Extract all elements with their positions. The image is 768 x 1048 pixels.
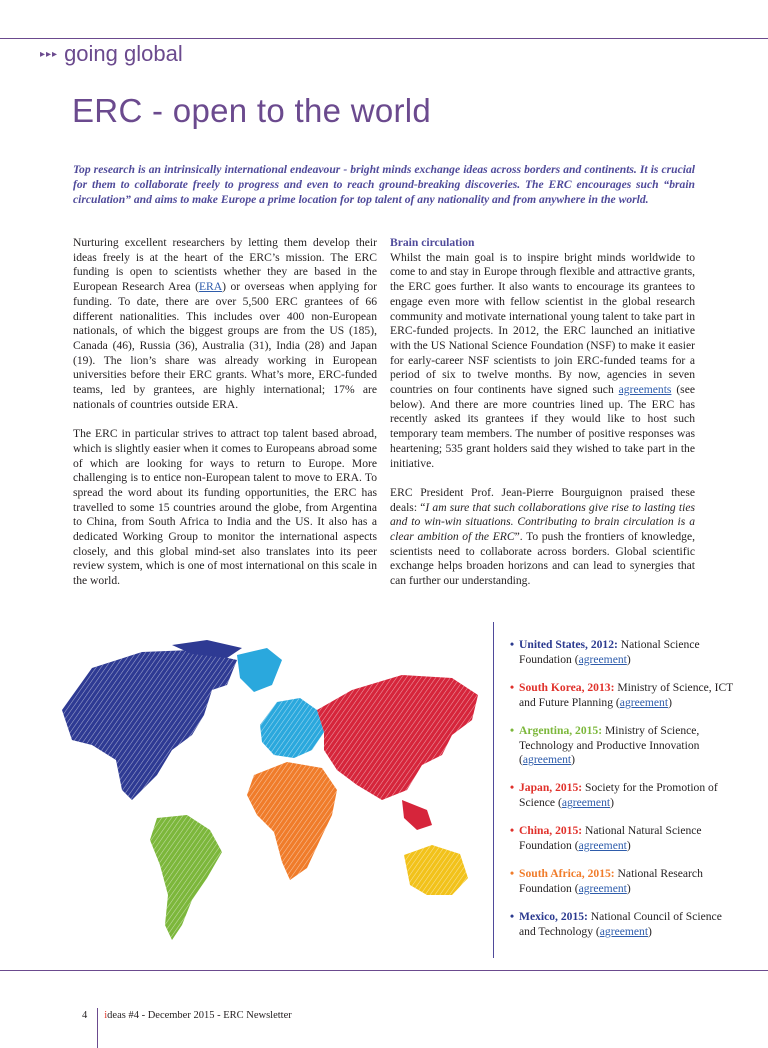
world-map-illustration (32, 640, 480, 952)
agreement-link[interactable]: agreement (522, 753, 572, 767)
footer-rule (0, 970, 768, 971)
asia-shape (317, 675, 478, 830)
page-title: ERC - open to the world (72, 92, 432, 129)
agreement-item-mexico: • Mexico, 2015: National Council of Science and Technology (agreement) (510, 910, 722, 938)
greenland-shape (237, 648, 282, 692)
right-column (390, 236, 695, 604)
publication-name: ideas #4 - December 2015 - ERC Newsletter (104, 1009, 292, 1021)
agreement-link[interactable]: agreement (578, 882, 627, 896)
bullet-icon: • (510, 680, 515, 694)
agreement-link[interactable]: agreement (578, 839, 627, 853)
north-america-shape (62, 640, 242, 800)
agreement-item-japan: • Japan, 2015: Society for the Promotion of Science (agreement) (510, 781, 718, 810)
footer-divider (97, 1008, 98, 1048)
bullet-icon: • (510, 638, 515, 651)
agreement-item-argentina: • Argentina, 2015: Ministry of Science, Technology and Productive Innovation (agreement) (510, 723, 700, 767)
bullet-icon: • (510, 723, 515, 737)
era-link[interactable]: ERA (198, 280, 223, 294)
agreement-item-china: • China, 2015: National Natural Science Foundation (agreement) (510, 824, 702, 853)
agreements-divider (493, 622, 494, 958)
left-column (73, 236, 377, 604)
left-paragraph-1: Nurturing excellent researchers by letting them develop their ideas freely is at the heart of the ERC’s mission. The ERC funding is open to scientists whether they are based in the European Research Area (ERA) or overseas when applying for funding. To date, there are over 5,500 ERC grantees of 66 different nationalities. This includes over 400 non-European nationals, of which the biggest groups are from the US (185), Canada (46), Russia (36), Australia (31), India (28) and Japan (19). The lion’s share was already working in European universities before their ERC grants. What’s more, ERC-funded teams, led by grantees, are highly international; 17% are nationals of countries outside ERA. (73, 236, 377, 411)
agreement-link[interactable]: agreement (599, 924, 649, 938)
right-paragraph-2: ERC President Prof. Jean-Pierre Bourguignon praised these deals: “I am sure that such collaborations give rise to lasting ties and to win-win situations. Contributing to brain circulation is a clear ambition of the ERC”. To push the frontiers of knowledge, scientists need to collaborate across borders. Global scientific exchange helps broaden horizons and can lead to synergies that can further our understanding. (390, 485, 695, 588)
agreement-link[interactable]: agreement (561, 796, 611, 810)
agreement-link[interactable]: agreement (619, 695, 669, 709)
bullet-icon: • (510, 824, 515, 838)
bullet-icon: • (510, 867, 515, 881)
triple-arrow-icon: ▸▸▸ (40, 48, 59, 60)
top-rule (0, 38, 768, 39)
australia-shape (404, 845, 468, 895)
right-paragraph-1: Whilst the main goal is to inspire bright minds worldwide to come to and stay in Europe through flexible and attractive grants, the ERC goes further. It also wants to encourage its grantees to engage even more with fellow scientist in the global research community and motivate international young talent to take part in ERC-funded projects. In 2012, the ERC launched an initiative with the US National Science Foundation (NSF) to make it easier for early-career NSF scientists to join ERC-funded teams for a period of six to twelve months. By now, agencies in seven countries on four continents have signed such agreements (see below). And there are more countries lined up. The ERC has recently asked its grantees if they would like to host such temporary team members. The number of positive responses was heartening; 535 grant holders said they wished to take part in the initiative. (390, 250, 695, 470)
agreement-item-south-africa: • South Africa, 2015: National Research Foundation (agreement) (510, 867, 703, 896)
bullet-icon: • (510, 781, 515, 795)
europe-shape (260, 698, 324, 758)
south-america-shape (150, 815, 222, 940)
subheading-brain-circulation: Brain circulation (390, 236, 475, 249)
agreements-link[interactable]: agreements (618, 383, 672, 397)
section-label: going global (64, 41, 183, 66)
section-header (40, 40, 183, 68)
bullet-icon: • (510, 910, 515, 924)
agreement-item-south-korea: • South Korea, 2013: Ministry of Science, ICT and Future Planning (agreement) (510, 680, 734, 709)
agreement-item-united-states: • United States, 2012: National Science Foundation (agreement) (510, 638, 700, 666)
agreement-link[interactable]: agreement (578, 652, 627, 666)
africa-shape (247, 762, 337, 880)
agreements-list (510, 638, 740, 953)
page-number: 4 (82, 1009, 88, 1021)
intro-paragraph: Top research is an intrinsically international endeavour - bright minds exchange ideas across borders and continents. It is crucial for them to collaborate freely to progress and even to reach ground-breaking discoveries. The ERC encourages such “brain circulation” and aims to make Europe a prime location for top talent of any nationality and from anywhere in the world. (73, 163, 695, 206)
left-paragraph-2: The ERC in particular strives to attract top talent based abroad, which is slightly easier when it comes to Europeans abroad some of which are looking for ways to return to Europe. More challenging is to entice non-European talent to move to ERA. To spread the word about its funding opportunities, the ERC has travelled to some 15 countries around the globe, from Argentina to China, from South Africa to India and the US. It also has a dedicated Working Group to monitor the international aspects closely, and this global mind-set also translates into its peer review system, which is one of most international on this scale in the world. (73, 427, 377, 588)
footer (82, 982, 292, 1048)
president-quote: I am sure that such collaborations give rise to lasting ties and to win-win situations. Contributing to brain circulation is a clear ambition of the ERC (390, 500, 695, 544)
